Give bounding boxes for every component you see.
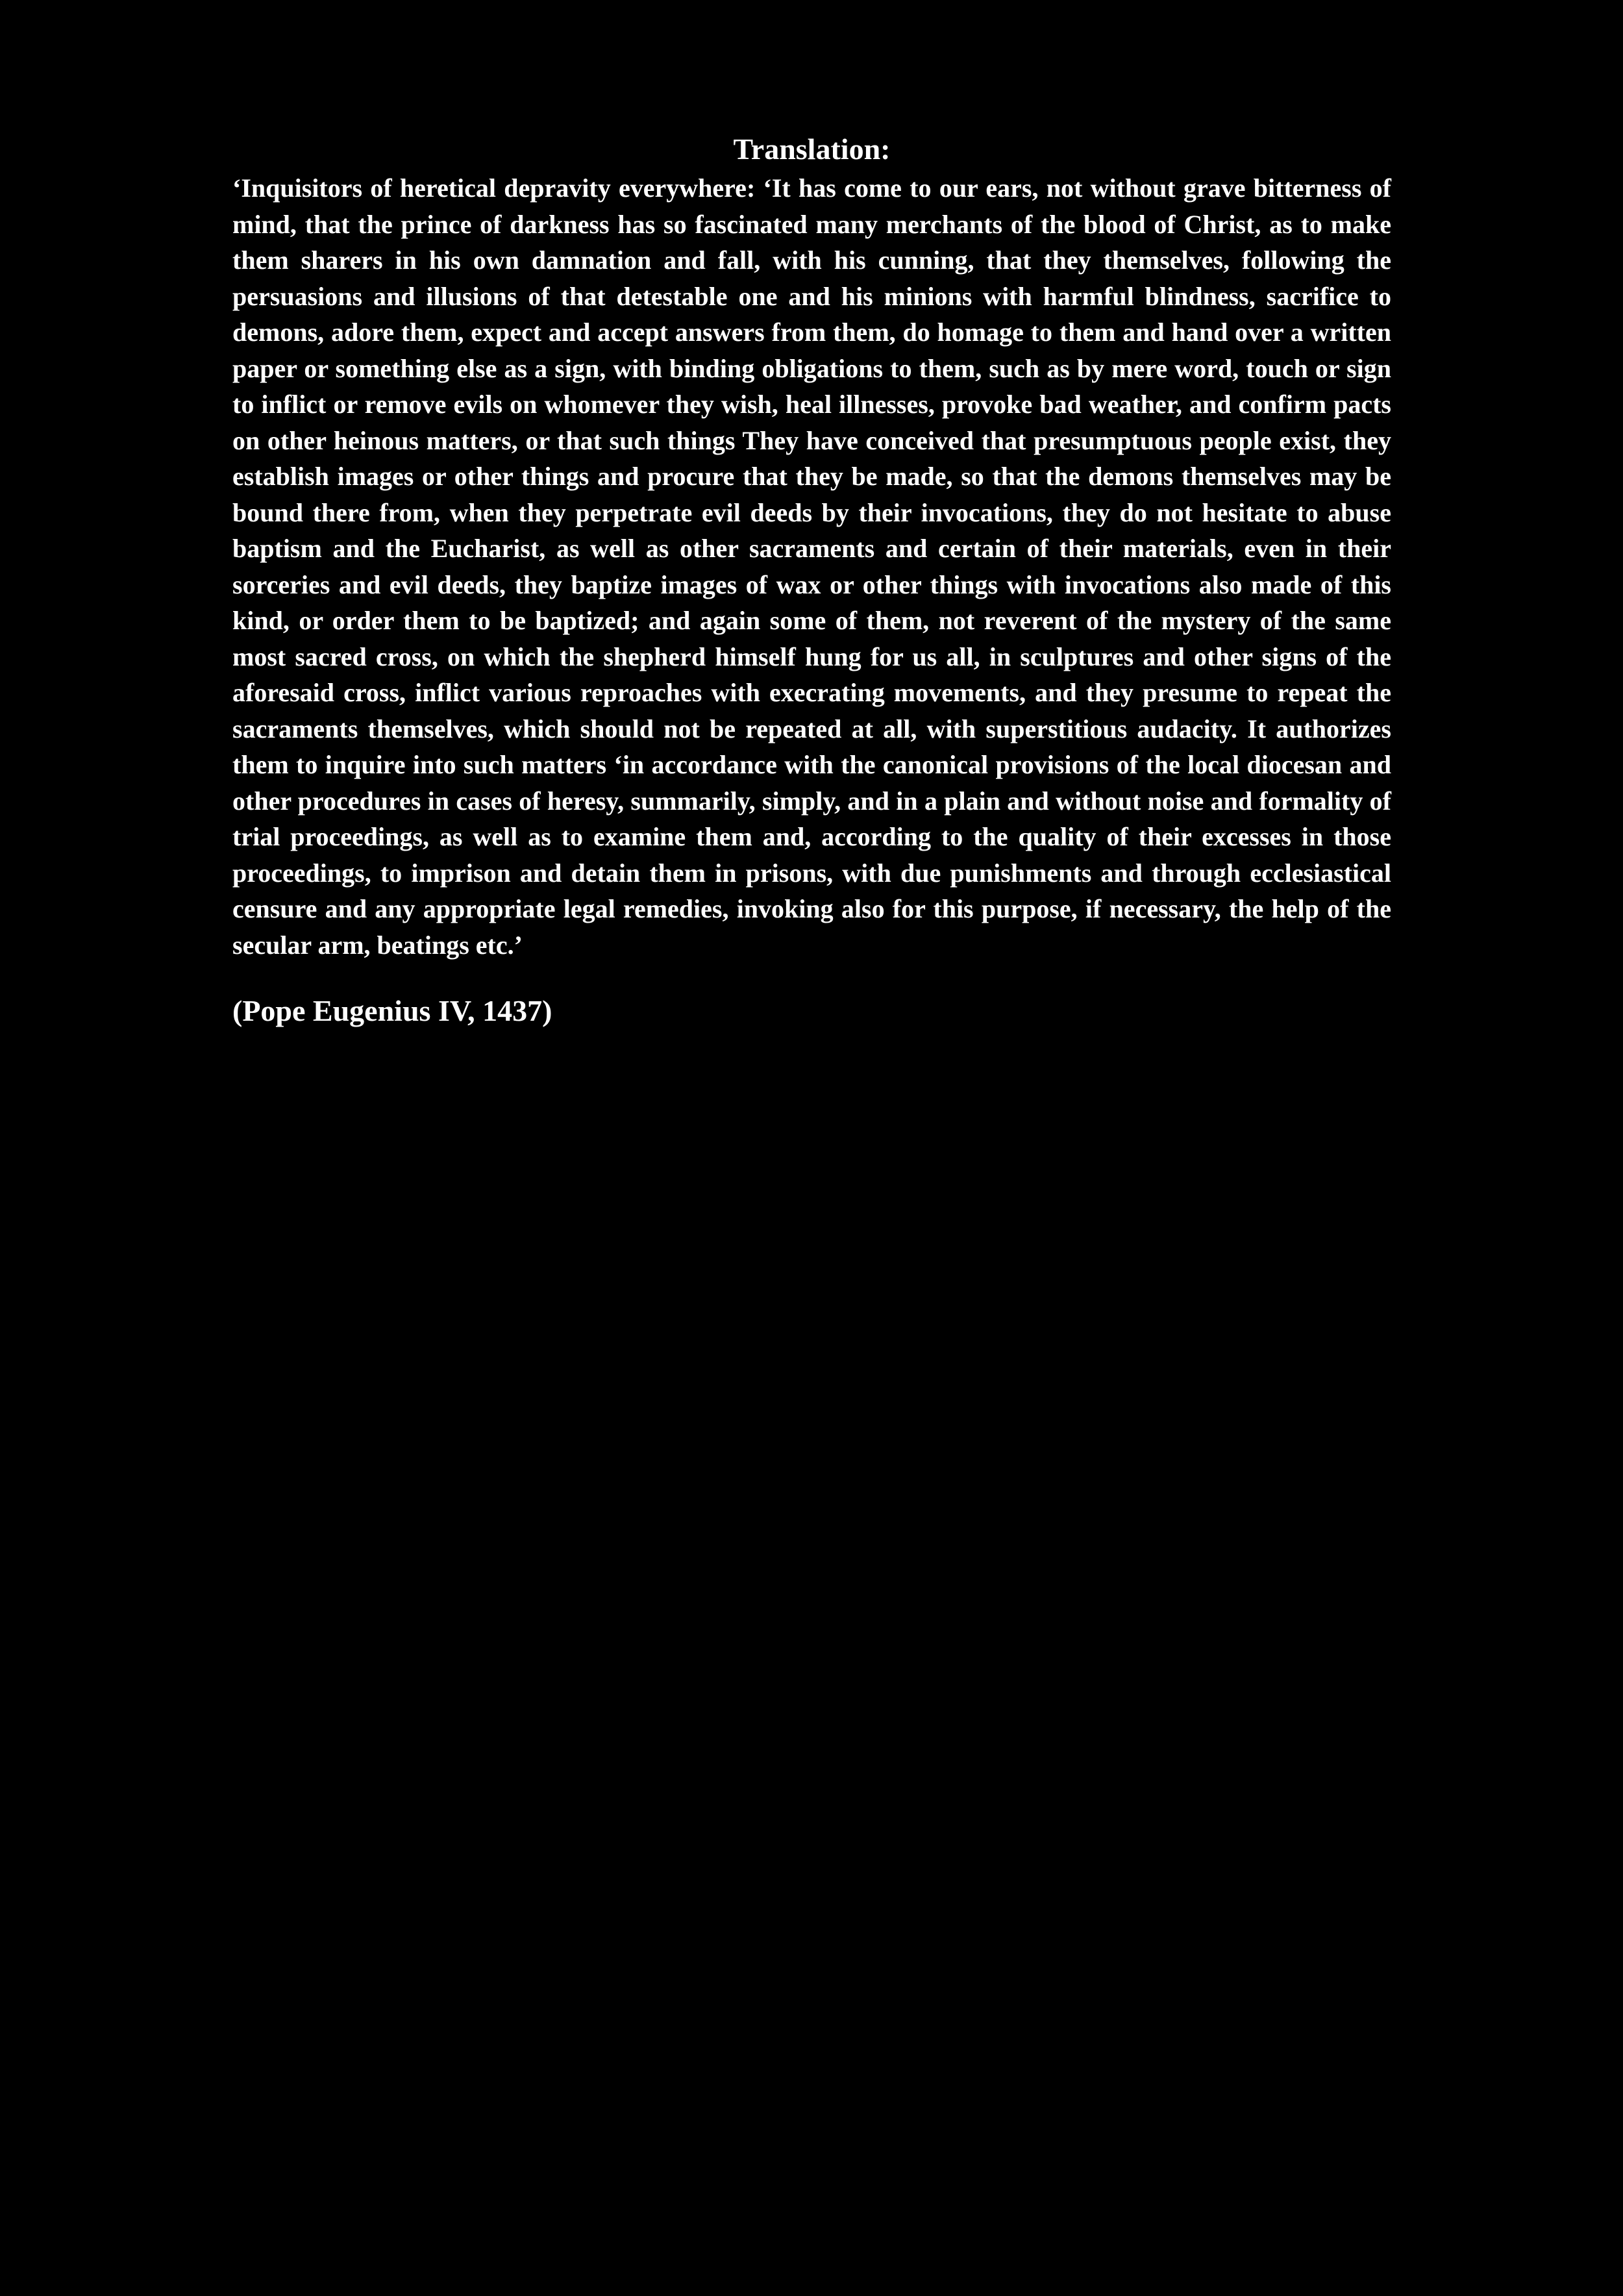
text-column	[232, 130, 1391, 1030]
translation-paragraph: ‘Inquisitors of heretical depravity everywhere: ‘It has come to our ears, not without grave bitterness of mind, that the prince of darkness has so fascinated many merchants of the blood of Christ, as to make them sharers in his own damnation and fall, with his cunning, that they themselves, following the persuasions and illusions of that detestable one and his minions with harmful blindness, sacrifice to demons, adore them, expect and accept answers from them, do homage to them and hand over a written paper or something else as a sign, with binding obligations to them, such as by mere word, touch or sign to inflict or remove evils on whomever they wish, heal illnesses, provoke bad weather, and confirm pacts on other heinous matters, or that such things They have conceived that presumptuous people exist, they establish images or other things and procure that they be made, so that the demons themselves may be bound there from, when they perpetrate evil deeds by their invocations, they do not hesitate to abuse baptism and the Eucharist, as well as other sacraments and certain of their materials, even in their sorceries and evil deeds, they baptize images of wax or other things with invocations also made of this kind, or order them to be baptized; and again some of them, not reverent of the mystery of the same most sacred cross, on which the shepherd himself hung for us all, in sculptures and other signs of the aforesaid cross, inflict various reproaches with execrating movements, and they presume to repeat the sacraments themselves, which should not be repeated at all, with superstitious audacity. It authorizes them to inquire into such matters ‘in accordance with the canonical provisions of the local diocesan and other procedures in cases of heresy, summarily, simply, and in a plain and without noise and formality of trial proceedings, as well as to examine them and, according to the quality of their excesses in those proceedings, to imprison and detain them in prisons, with due punishments and through ecclesiastical censure and any appropriate legal remedies, invoking also for this purpose, if necessary, the help of the secular arm, beatings etc.’	[232, 173, 1391, 960]
page-title: Translation:	[733, 132, 891, 166]
attribution-line: (Pope Eugenius IV, 1437)	[232, 994, 552, 1027]
